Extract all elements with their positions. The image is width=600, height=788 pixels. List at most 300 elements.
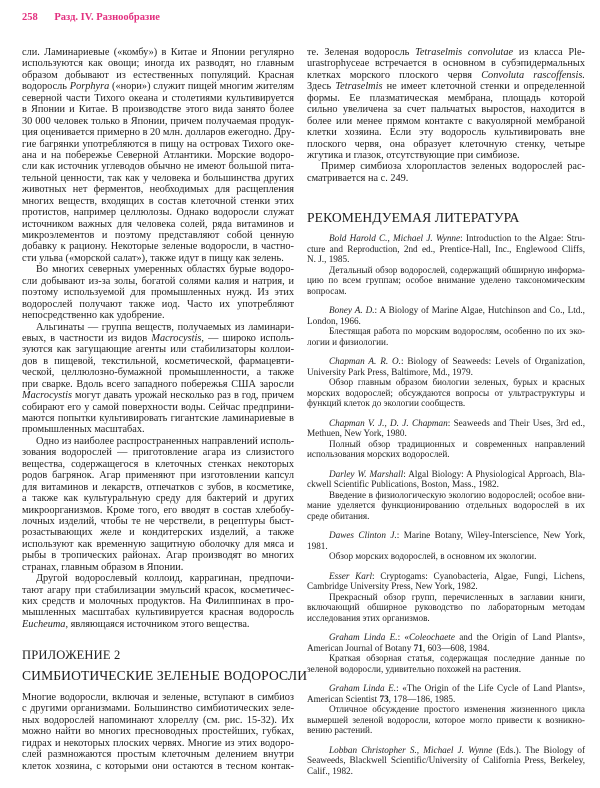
text-run: : Algal Biology: A Physiological Approach, Bla- — [403, 468, 586, 479]
text-run: используют как временную защитную оболочку для мяса и — [22, 538, 294, 550]
text-line — [307, 725, 585, 736]
text-run: микроэлементов и поэтому представляют собой ценную — [22, 230, 294, 241]
text-run: использования морских водорослей. — [307, 449, 450, 459]
paragraph — [22, 322, 294, 436]
text-run: ных водорослей напоминают хлореллу (см. рис. 15-32). Их — [22, 714, 294, 726]
text-line — [307, 275, 585, 286]
text-line — [307, 337, 585, 348]
reference-citation — [307, 745, 585, 777]
text-run: : Seaweeds and Their Uses, 3rd ed., — [447, 417, 585, 428]
text-run: гидрах и некоторых плоских червях. Многие из этих водоро- — [22, 737, 294, 749]
text-line — [22, 127, 294, 138]
text-run: N. J., 1985. — [307, 254, 350, 264]
reference-citation — [307, 233, 585, 265]
text-line — [307, 244, 585, 255]
text-run: являющаяся источником этого вещества. — [68, 618, 250, 630]
text-run: : Introduction to the Algae: Stru- — [460, 233, 586, 243]
text-line — [307, 139, 585, 150]
text-line — [307, 694, 585, 705]
reference-item — [307, 571, 585, 624]
text-run: Детальный обзор водорослей, содержащий обширную информа- — [329, 264, 585, 275]
text-line — [22, 116, 294, 127]
text-run: : Biology of Seaweeds: Levels of Organization, — [400, 356, 585, 366]
text-run: исследования этих организмов. — [307, 612, 430, 623]
reference-item — [307, 530, 585, 562]
text-run: цию по всем группам; особое внимание уделено таксономическим — [307, 275, 585, 285]
text-line — [22, 196, 294, 207]
text-run: Введение в физиологическую экологию водорослей; особое вни- — [329, 489, 585, 500]
text-run: те. Зеленая водоросль — [307, 47, 416, 58]
text-line — [307, 81, 585, 92]
text-run: and the Origin of Land Plants», — [454, 632, 585, 642]
bold-text: 73 — [379, 693, 389, 704]
text-line — [307, 541, 585, 552]
text-run: : Marine Botany, Wiley-Interscience, New York, — [396, 530, 586, 540]
italic-text: Chapman V. J., D. J. Chapman — [329, 417, 448, 428]
text-run: логии и физиологии. — [307, 336, 389, 347]
reference-item — [307, 632, 585, 674]
section-title: Разд. IV. Разнообразие — [54, 12, 160, 23]
text-line — [22, 596, 294, 607]
reference-list — [307, 233, 585, 776]
text-run: добавку к рациону. Некоторые зеленые водоросли, в частно- — [22, 241, 294, 253]
italic-text: Graham Linda E. — [329, 683, 397, 693]
reference-item — [307, 745, 585, 777]
reference-item — [307, 233, 585, 296]
text-line — [22, 333, 294, 344]
reference-item — [307, 683, 585, 736]
text-run: Cambridge University Press, New York, 1982. — [307, 581, 478, 591]
text-run: Methuen, New York, 1980. — [307, 428, 407, 438]
text-run: ckwell Scientific Publications, Boston, Mass., 1982. — [307, 479, 499, 489]
appendix-label: ПРИЛОЖЕНИЕ 2 — [22, 648, 121, 662]
text-run: вению растений. — [307, 725, 373, 735]
text-line — [22, 379, 294, 390]
text-run: cture and Reproduction, 2nd ed., Prentice-Hall, Inc., Englewood Cliffs, — [307, 243, 585, 254]
text-line — [307, 398, 585, 409]
text-line — [22, 219, 294, 230]
text-run: функций клеток до экологии сообществ. — [307, 398, 466, 408]
text-line — [22, 715, 294, 726]
text-line — [22, 738, 294, 749]
reference-citation — [307, 469, 585, 490]
page-number: 258 — [22, 12, 38, 23]
text-line — [307, 551, 585, 562]
text-run: 1981. — [307, 540, 328, 551]
reference-citation — [307, 571, 585, 592]
text-run: гие багрянки употребляются в пищу на островах Тихого оке- — [22, 138, 294, 150]
appendix-section — [22, 648, 308, 772]
text-line — [22, 761, 294, 772]
text-line — [307, 653, 585, 664]
text-line — [22, 241, 294, 252]
appendix-body — [22, 692, 294, 772]
text-run: Краткая обзорная статья, содержащая последние данные по — [329, 653, 585, 663]
italic-text: Convoluta rascoffensis. — [481, 69, 585, 81]
text-run: с другими организмами. Большинство симбиотических зеле- — [22, 703, 294, 715]
italic-text: Lobban Christopher S., Michael J. Wynne — [329, 744, 493, 755]
text-run: для витаминов и лекарств, отпечатков с зубов, в косметике, — [22, 481, 294, 493]
text-run: водоросль — [22, 81, 70, 93]
reference-annotation — [307, 377, 585, 409]
text-line — [307, 511, 585, 522]
text-run: многих веществ, входящих в состав клеточной стенки этих — [22, 195, 294, 207]
text-line — [22, 81, 294, 92]
paragraph — [22, 47, 294, 264]
text-line — [22, 585, 294, 596]
text-line — [22, 402, 294, 413]
italic-text: Porphyra — [69, 81, 110, 93]
text-run: Во многих северных умеренных областях бурые водоро- — [36, 264, 294, 276]
text-line — [22, 299, 294, 310]
text-run: промышленных масштабах. — [22, 424, 145, 436]
text-run: зования водорослей — приготовление агара из слизистого — [22, 447, 294, 459]
italic-text: Chapman A. R. O. — [329, 356, 401, 366]
text-run: Блестящая работа по морским водорослям, особенно по их эко- — [329, 326, 585, 336]
text-line — [307, 704, 585, 715]
text-run: клеток хозяина, с которыми они остаются в тесном контак- — [22, 760, 294, 772]
text-line — [307, 388, 585, 399]
text-run: сли добывают из-за золы, богатой солями калия и натрия, и — [22, 275, 294, 287]
text-run: вопросам. — [307, 285, 347, 296]
text-run: сли как источник углеводов обычно не имеют большой пита- — [22, 161, 294, 173]
italic-text: Macrocystis, — [151, 332, 204, 344]
text-run: могут давать урожай несколько раз в год, причем — [71, 390, 294, 402]
text-run: сматривается на с. 249. — [307, 172, 409, 184]
text-line — [307, 530, 585, 541]
text-line — [307, 602, 585, 613]
italic-text: Esser Karl — [329, 570, 373, 581]
text-run: Обзор главным образом биологии зеленых, бурых и красных — [329, 377, 585, 387]
text-run: северной части Тихого океана и столетиями культивируется — [22, 92, 294, 104]
text-run: вещества, содержащегося в клеточных стенках некоторых — [22, 458, 294, 470]
right-column-text — [307, 47, 585, 184]
text-line — [22, 607, 294, 618]
text-line — [307, 150, 585, 161]
text-run: тельной ценности, так как у человека и большинства других — [22, 172, 294, 184]
reference-citation — [307, 418, 585, 439]
text-line — [22, 390, 294, 401]
text-line — [307, 316, 585, 327]
text-line — [22, 367, 294, 378]
text-line — [22, 550, 294, 561]
text-line — [307, 367, 585, 378]
text-run: маются попытки культивировать гигантские ламинариевые в — [22, 413, 294, 424]
italic-text: Boney A. D. — [329, 305, 375, 315]
text-line — [22, 356, 294, 367]
text-run: — широко исполь- — [203, 332, 294, 344]
text-run: при сварке. Вдоль всего западного побережья США заросли — [22, 378, 294, 390]
text-line — [307, 500, 585, 511]
reference-annotation — [307, 592, 585, 624]
text-line — [22, 505, 294, 516]
text-run: ких средств и молочных продуктов. На Филиппинах в про- — [22, 596, 294, 607]
text-run: urastrophyceae встречается в основном в субэпидермальных — [307, 58, 585, 70]
text-line — [22, 173, 294, 184]
text-line — [22, 344, 294, 355]
reference-annotation — [307, 439, 585, 460]
text-run: Одно из наиболее распространенных направлений исполь- — [36, 435, 295, 447]
paragraph — [22, 692, 294, 772]
reference-item — [307, 356, 585, 409]
text-line — [307, 643, 585, 654]
text-line — [307, 632, 585, 643]
text-run: слей размножаются простым клеточным делением внутри — [22, 749, 294, 761]
text-line — [22, 703, 294, 714]
italic-text: Dawes Clinton J. — [329, 530, 397, 540]
text-run: не имеет клеточной стенки и определенной — [382, 81, 585, 93]
paragraph — [22, 264, 294, 321]
text-line — [307, 683, 585, 694]
text-line — [22, 253, 294, 264]
text-line — [22, 150, 294, 161]
text-run: используются как овощи; иногда их разводят, но главным — [22, 58, 294, 70]
text-line — [22, 436, 294, 447]
text-line — [22, 692, 294, 703]
text-line — [22, 184, 294, 195]
text-run: , 603—608, 1984. — [422, 642, 490, 653]
text-run: American Scientist — [307, 693, 380, 704]
italic-text: Graham Linda E. — [329, 632, 398, 642]
text-run: собирают его у самой поверхности воды. Сейчас предприни- — [22, 401, 294, 413]
text-line — [307, 571, 585, 582]
paragraph — [22, 573, 294, 630]
text-run: родов багрянок. Агар применяют при изготовлении капсул — [22, 470, 294, 482]
text-line — [22, 58, 294, 69]
text-run: : «The Origin of the Life Cycle of Land Plants», — [396, 683, 585, 693]
reference-citation — [307, 683, 585, 704]
text-run: морских водорослей; обсуждаются вопросы от ультраструктуры и — [307, 387, 585, 398]
text-line — [307, 116, 585, 127]
text-run: : A Biology of Marine Algae, Hutchinson and Co., Ltd., — [374, 305, 585, 315]
paragraph — [307, 47, 585, 161]
text-line — [22, 516, 294, 527]
text-line — [307, 490, 585, 501]
text-run: формы. Ее плазматическая мембрана, площадь которой — [307, 92, 585, 104]
text-line — [22, 93, 294, 104]
text-run: Отличное обсуждение простого изменения жизненного цикла — [329, 704, 585, 714]
reference-item — [307, 305, 585, 347]
reference-item — [307, 469, 585, 522]
reference-citation — [307, 305, 585, 326]
text-run: American Journal of Botany — [307, 642, 414, 653]
text-line — [307, 715, 585, 726]
text-line — [307, 592, 585, 603]
text-line — [22, 207, 294, 218]
text-run: : « — [397, 632, 409, 642]
text-run: источником важных для человека солей, ряда витаминов и — [22, 218, 294, 230]
paragraph — [307, 161, 585, 184]
text-run: , 178—186, 1985. — [388, 693, 456, 704]
text-run: а также как культуральную среду для бактерий и других — [22, 493, 294, 505]
text-line — [307, 418, 585, 429]
text-line — [22, 264, 294, 275]
text-line — [22, 493, 294, 504]
text-run: включающий обширное руководство по лабораторным методам — [307, 602, 585, 612]
text-line — [22, 139, 294, 150]
text-run: дов в пищевой, текстильной, косметической, фармацевти- — [22, 355, 294, 367]
text-line — [22, 447, 294, 458]
paragraph — [22, 436, 294, 573]
text-run: непосредственно как удобрение. — [22, 310, 165, 322]
italic-text: Macrocystis — [22, 390, 72, 402]
text-line — [22, 161, 294, 172]
text-line — [307, 428, 585, 439]
text-run: водорослей получают также иод. Часто их употребляют — [22, 298, 294, 310]
text-line — [307, 127, 585, 138]
text-run: зеленой водоросли, удивительно похожей на растения. — [307, 663, 521, 674]
text-run: мышленных масштабах культивируется красная водоросль — [22, 607, 294, 619]
literature-heading: РЕКОМЕНДУЕМАЯ ЛИТЕРАТУРА — [307, 210, 520, 225]
text-run: («нори») служит пищей многим жителям — [109, 81, 294, 93]
text-line — [307, 469, 585, 480]
text-run: Обзор морских водорослей, в основном их экологии. — [329, 551, 537, 561]
text-run: клетки хозяина. Если эту водоросль культивировать вне — [307, 127, 585, 139]
text-run: тают агару при стабилизации эмульсий красок, косметичес- — [22, 584, 294, 596]
text-line — [307, 47, 585, 58]
text-line — [22, 573, 294, 584]
text-line — [22, 527, 294, 538]
text-line — [307, 439, 585, 450]
text-run: розастывающих желе и кондитерских изделий, а также — [22, 527, 294, 539]
text-run: жгутика и глазок, отсутствующие при симбиозе. — [307, 149, 520, 161]
text-line — [307, 254, 585, 265]
italic-text: Eucheuma, — [22, 618, 69, 630]
italic-text: Coleochaete — [409, 632, 455, 642]
reference-annotation — [307, 265, 585, 297]
text-run: сильно увеличена за счет пальчатых выростов, находится в — [307, 104, 585, 116]
italic-text: Tetraselmis — [335, 81, 383, 93]
text-run: ция оценивается примерно в 20 млн. долларов ежегодно. Дру- — [22, 127, 295, 139]
text-run: животных нет ферментов, необходимых для расщепления — [22, 184, 294, 196]
text-run: клетках морского плоского червя — [307, 69, 482, 81]
text-line — [307, 58, 585, 69]
reference-citation — [307, 530, 585, 551]
text-line — [307, 265, 585, 276]
left-column-text — [22, 47, 294, 630]
running-header — [22, 12, 160, 23]
text-line — [22, 276, 294, 287]
text-run: Calif., 1982. — [307, 765, 353, 776]
text-run: более или менее прямом контакте с вакуолярной мембраной — [307, 115, 585, 127]
text-line — [22, 47, 294, 58]
recommended-literature — [307, 207, 585, 785]
text-line — [22, 619, 294, 630]
text-run: ческой, целлюлозно-бумажной промышленности, а также — [22, 367, 294, 379]
text-line — [307, 93, 585, 104]
text-line — [307, 664, 585, 675]
text-run: можно найти во многих пресноводных простейших, губках, — [22, 726, 294, 738]
text-line — [307, 581, 585, 592]
text-run: London, 1966. — [307, 315, 361, 326]
text-line — [22, 413, 294, 424]
text-run: в Японии и Китае. В производстве этого вида занято более — [22, 104, 294, 116]
text-line — [307, 479, 585, 490]
text-run: рыбы в тропических районах. Агар производят во многих — [22, 550, 294, 562]
text-line — [307, 233, 585, 244]
text-line — [22, 470, 294, 481]
text-run: образом добывают из естественных популяций. Красная — [22, 69, 294, 81]
reference-annotation — [307, 490, 585, 522]
text-line — [22, 322, 294, 333]
text-line — [22, 104, 294, 115]
reference-annotation — [307, 653, 585, 674]
text-run: Альгинаты — группа веществ, получаемых из ламинари- — [36, 321, 294, 333]
text-line — [22, 562, 294, 573]
text-run: University Park Press, Baltimore, Md., 1979. — [307, 366, 473, 377]
text-line — [22, 310, 294, 321]
reference-citation — [307, 632, 585, 653]
text-run: Полный обзор традиционных и современных направлений — [329, 438, 585, 449]
text-run: вымершей зеленой водоросли, которое могло привести к возникно- — [307, 714, 585, 725]
text-line — [22, 726, 294, 737]
text-line — [22, 539, 294, 550]
text-run: мание уделяется функционированию отдельных водорослей в их — [307, 500, 585, 510]
appendix-title: СИМБИОТИЧЕСКИЕ ЗЕЛЕНЫЕ ВОДОРОСЛИ — [22, 668, 308, 683]
text-line — [307, 326, 585, 337]
reference-annotation — [307, 326, 585, 347]
text-run: плоского червя, она образует клеточную стенку, четыре — [307, 138, 585, 150]
italic-text: Darley W. Marshall — [329, 468, 404, 479]
text-line — [22, 424, 294, 435]
text-run: евых, в частности из видов — [22, 332, 152, 344]
text-run: (Eds.). The Biology of — [492, 744, 586, 755]
text-line — [22, 230, 294, 241]
text-run: 30 000 человек только в Японии, причем получаемая продук- — [22, 115, 294, 127]
text-run: среде обитания. — [307, 510, 370, 521]
text-run: ана и на побережье Северной Атлантики. Морские водоро- — [22, 149, 294, 161]
text-run: из класса Ple- — [513, 47, 585, 58]
reference-annotation — [307, 551, 585, 562]
text-line — [22, 459, 294, 470]
text-line — [307, 305, 585, 316]
text-line — [307, 286, 585, 297]
text-line — [22, 287, 294, 298]
text-run: Прекрасный обзор групп, перечисленных в заглавии книги, — [329, 591, 585, 602]
text-line — [22, 749, 294, 760]
text-line — [307, 104, 585, 115]
text-line — [307, 70, 585, 81]
text-run: сли. Ламинариевые («комбу») в Китае и Японии регулярно — [22, 47, 294, 58]
text-run: Seaweeds, Blackwell Scientific/University of California Press, Berkeley, — [307, 755, 585, 765]
reference-item — [307, 418, 585, 460]
text-line — [307, 745, 585, 756]
text-run: Многие водоросли, включая и зеленые, вступают в симбиоз — [22, 692, 294, 703]
text-line — [307, 449, 585, 460]
text-run: Пример симбиоза хлоропластов зеленых водорослей рас- — [321, 161, 585, 173]
text-run: зуются как загущающие агенты или стабилизаторы коллои- — [22, 344, 294, 356]
bold-text: 71 — [413, 642, 423, 653]
text-line — [307, 613, 585, 624]
text-run: микроорганизмов. Кроме того, его вводят в состав хлебобу- — [22, 504, 294, 516]
text-line — [307, 161, 585, 172]
text-line — [22, 482, 294, 493]
text-run: поэтому используемой для промышленных нужд. Из этих — [22, 287, 294, 299]
text-line — [307, 356, 585, 367]
text-line — [307, 173, 585, 184]
text-run: лочных изделий, чтобы те не черствели, в рецептуры быст- — [22, 515, 294, 527]
reference-annotation — [307, 704, 585, 736]
text-line — [307, 377, 585, 388]
italic-text: Tetraselmis convolutae — [415, 47, 514, 58]
text-run: : Cryptogams: Cyanobacteria, Algae, Fungi, Lichens, — [372, 570, 585, 581]
text-run: протистов, например целлюлозы. Однако водоросли служат — [22, 207, 294, 219]
text-line — [22, 70, 294, 81]
text-line — [307, 755, 585, 766]
text-run: странах, главным образом в Японии. — [22, 561, 184, 573]
text-run: Другой водорослевый коллоид, каррагинан, предпочи- — [36, 573, 294, 585]
text-run: сти ульва («морской салат»), также идут в пищу как зелень. — [22, 252, 284, 264]
